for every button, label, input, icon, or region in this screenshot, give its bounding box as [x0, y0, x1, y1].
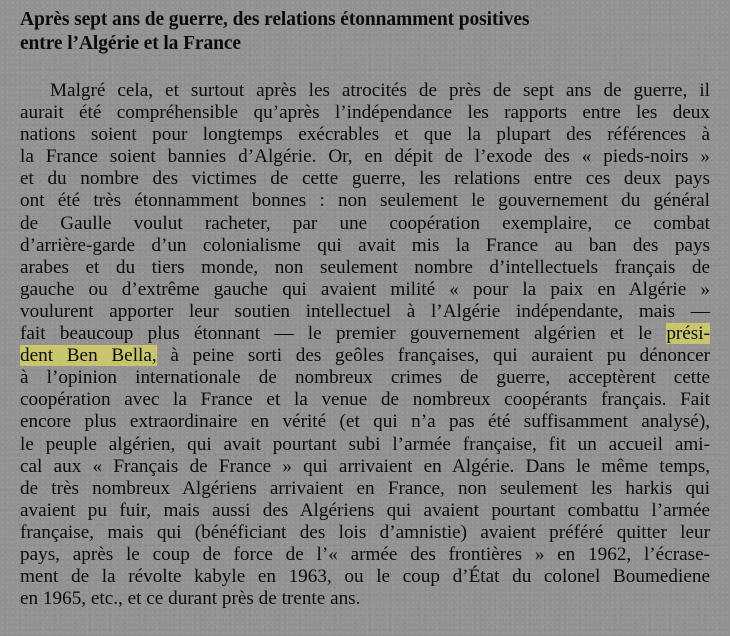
- text-line: pays, après le coup de force de l’« armée des frontières » en 1962, l’écrase-: [20, 543, 710, 565]
- text-fragment: à peine sorti des geôles françaises, qui auraient pu dénoncer: [156, 345, 710, 367]
- text-line: nations soient pour longtemps exécrables et que la plupart des références à: [20, 124, 710, 146]
- text-line: cal aux « Français de France » qui arrivaient en Algérie. Dans le même temps,: [20, 455, 710, 477]
- text-line-with-highlight: [20, 323, 710, 345]
- text-line: de très nombreux Algériens arrivaient en France, non seulement les harkis qui: [20, 477, 710, 499]
- text-line: le peuple algérien, qui avait pourtant subi l’armée française, fit un accueil ami-: [20, 433, 710, 455]
- text-line: de Gaulle voulut racheter, par une coopération exemplaire, ce combat: [20, 212, 710, 234]
- heading-line-1: Après sept ans de guerre, des relations étonnamment positives: [20, 9, 530, 30]
- text-line: à l’opinion internationale de nombreux crimes de guerre, acceptèrent cette: [20, 367, 710, 389]
- text-line: encore plus extraordinaire en vérité (et qui n’a pas été suffisamment analysé),: [20, 411, 710, 433]
- text-line: Malgré cela, et surtout après les atrocités de près de sept ans de guerre, il: [50, 80, 710, 101]
- highlighted-text: dent Ben Bella,: [20, 345, 157, 367]
- section-heading: [20, 8, 710, 55]
- text-line: d’arrière-garde d’un colonialisme qui avait mis la France au ban des pays: [20, 234, 710, 256]
- text-line: ont été très étonnamment bonnes : non seulement le gouvernement du général: [20, 190, 710, 212]
- text-line: voulurent apporter leur soutien intellectuel à l’Algérie indépendante, mais —: [20, 300, 710, 322]
- text-fragment: fait beaucoup plus étonnant — le premier gouvernement algérien et le: [20, 323, 667, 345]
- text-line: en 1965, etc., et ce durant près de trente ans.: [20, 588, 361, 610]
- text-line: aurait été compréhensible qu’après l’indépendance les rapports entre les deux: [20, 102, 710, 124]
- text-line: et du nombre des victimes de cette guerre, les relations entre ces deux pays: [20, 168, 710, 190]
- paragraph: [20, 80, 710, 610]
- text-line: gauche ou d’extrême gauche qui avaient milité « pour la paix en Algérie »: [20, 278, 710, 300]
- text-line: ment de la révolte kabyle en 1963, ou le coup d’État du colonel Boumediene: [20, 566, 710, 588]
- heading-line-2: entre l’Algérie et la France: [20, 32, 241, 54]
- text-line: française, mais qui (bénéficiant des lois d’amnistie) avaient préféré quitter leur: [20, 521, 710, 543]
- text-line-with-highlight: [20, 345, 710, 367]
- text-line: arabes et du tiers monde, non seulement nombre d’intellectuels français de: [20, 256, 710, 278]
- highlighted-text: prési-: [666, 323, 710, 345]
- text-line: coopération avec la France et la venue de nombreux coopérants français. Fait: [20, 389, 710, 411]
- text-line: la France soient bannies d’Algérie. Or, en dépit de l’exode des « pieds-noirs »: [20, 146, 710, 168]
- text-line: avaient pu fuir, mais aussi des Algériens qui avaient pourtant combattu l’armée: [20, 499, 710, 521]
